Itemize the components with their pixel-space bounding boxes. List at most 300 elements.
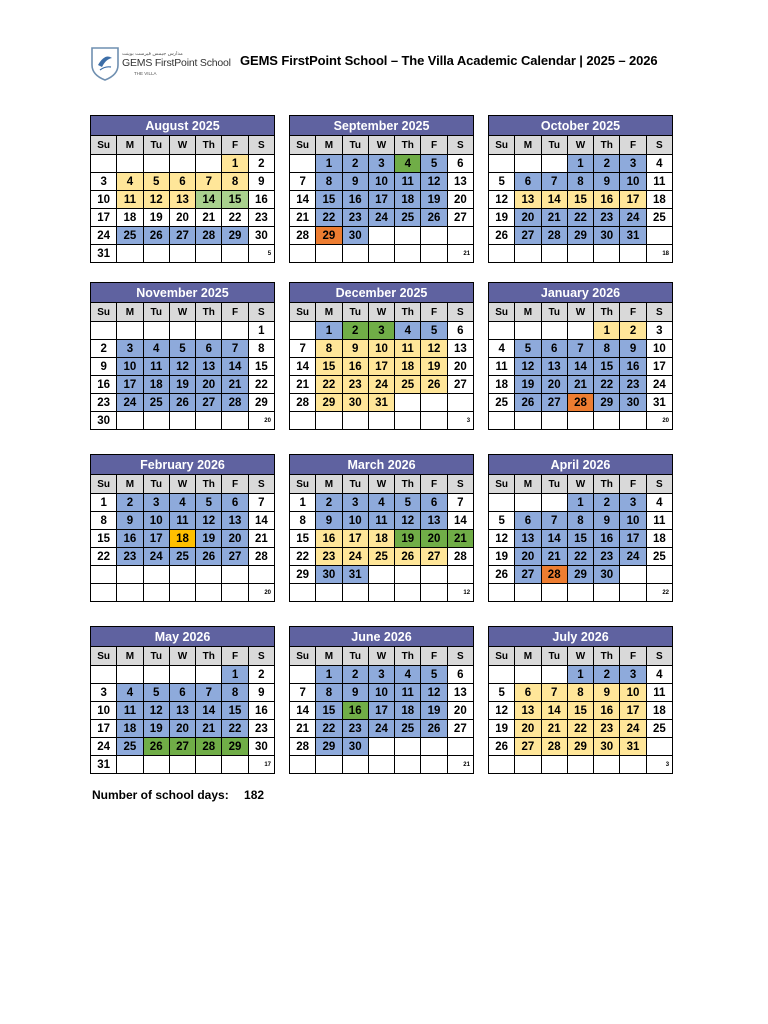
day-cell: 19 <box>143 720 169 738</box>
day-cell: 9 <box>342 173 368 191</box>
day-cell: 28 <box>567 394 593 412</box>
empty-cell <box>567 412 593 430</box>
empty-cell <box>169 322 195 340</box>
empty-cell <box>368 245 394 263</box>
day-cell: 7 <box>541 512 567 530</box>
day-cell: 5 <box>489 173 515 191</box>
school-day-count: 21 <box>447 756 473 774</box>
month-title: August 2025 <box>91 116 275 136</box>
empty-cell <box>196 756 222 774</box>
day-cell: 15 <box>222 702 248 720</box>
weekday-header: W <box>169 647 195 666</box>
day-cell: 9 <box>248 684 274 702</box>
day-cell: 1 <box>316 322 342 340</box>
day-cell: 2 <box>342 155 368 173</box>
day-cell: 20 <box>447 191 473 209</box>
day-cell: 6 <box>515 684 541 702</box>
day-cell: 24 <box>646 376 672 394</box>
month-calendar <box>90 626 274 774</box>
day-cell: 8 <box>567 512 593 530</box>
day-cell: 11 <box>395 173 421 191</box>
month-calendar <box>90 282 274 430</box>
day-cell: 28 <box>290 738 316 756</box>
month-table <box>90 282 275 430</box>
day-cell: 18 <box>143 376 169 394</box>
day-cell: 20 <box>447 358 473 376</box>
weekday-header: M <box>515 303 541 322</box>
day-cell: 13 <box>515 530 541 548</box>
day-cell: 17 <box>143 530 169 548</box>
day-cell: 29 <box>567 738 593 756</box>
day-cell: 10 <box>143 512 169 530</box>
month-table <box>488 454 673 602</box>
day-cell: 1 <box>316 155 342 173</box>
weekday-header: S <box>248 136 274 155</box>
day-cell: 6 <box>447 322 473 340</box>
day-cell: 10 <box>646 340 672 358</box>
day-cell: 21 <box>290 720 316 738</box>
day-cell: 25 <box>368 548 394 566</box>
weekday-header: Tu <box>342 475 368 494</box>
empty-cell <box>290 756 316 774</box>
day-cell: 17 <box>368 191 394 209</box>
day-cell: 18 <box>117 720 143 738</box>
month-title: January 2026 <box>489 283 673 303</box>
day-cell: 7 <box>196 173 222 191</box>
day-cell: 3 <box>620 494 646 512</box>
empty-cell <box>91 322 117 340</box>
day-cell: 15 <box>222 191 248 209</box>
day-cell: 18 <box>117 209 143 227</box>
day-cell: 9 <box>620 340 646 358</box>
month-title: December 2025 <box>290 283 474 303</box>
weekday-header: M <box>117 475 143 494</box>
empty-cell <box>143 412 169 430</box>
day-cell: 14 <box>290 358 316 376</box>
day-cell: 2 <box>594 494 620 512</box>
weekday-header: Su <box>91 475 117 494</box>
day-cell: 1 <box>567 666 593 684</box>
day-cell: 19 <box>143 209 169 227</box>
day-cell: 24 <box>342 548 368 566</box>
day-cell: 20 <box>222 530 248 548</box>
day-cell: 5 <box>143 173 169 191</box>
weekday-header: Th <box>395 475 421 494</box>
day-cell: 4 <box>395 155 421 173</box>
day-cell: 27 <box>447 209 473 227</box>
weekday-header: Th <box>395 136 421 155</box>
school-day-count: 20 <box>646 412 672 430</box>
day-cell: 8 <box>290 512 316 530</box>
day-cell: 26 <box>143 227 169 245</box>
day-cell: 13 <box>515 191 541 209</box>
day-cell: 12 <box>489 191 515 209</box>
day-cell: 11 <box>169 512 195 530</box>
day-cell: 16 <box>342 191 368 209</box>
day-cell: 13 <box>447 173 473 191</box>
day-cell: 7 <box>290 684 316 702</box>
month-calendar <box>90 115 274 263</box>
day-cell: 13 <box>541 358 567 376</box>
day-cell: 22 <box>567 720 593 738</box>
school-day-count: 18 <box>646 245 672 263</box>
weekday-header: S <box>646 303 672 322</box>
month-title: October 2025 <box>489 116 673 136</box>
weekday-header: Th <box>594 647 620 666</box>
day-cell: 10 <box>620 512 646 530</box>
day-cell: 6 <box>169 173 195 191</box>
empty-cell <box>169 245 195 263</box>
empty-cell <box>342 412 368 430</box>
day-cell: 26 <box>421 720 447 738</box>
month-table <box>289 626 474 774</box>
day-cell: 24 <box>143 548 169 566</box>
day-cell: 21 <box>447 530 473 548</box>
day-cell: 9 <box>594 512 620 530</box>
weekday-header: Su <box>91 647 117 666</box>
weekday-header: Tu <box>541 303 567 322</box>
day-cell: 26 <box>143 738 169 756</box>
day-cell: 6 <box>447 666 473 684</box>
day-cell: 18 <box>169 530 195 548</box>
empty-cell <box>91 584 117 602</box>
day-cell: 6 <box>515 512 541 530</box>
day-cell: 18 <box>646 530 672 548</box>
day-cell: 28 <box>447 548 473 566</box>
weekday-header: F <box>620 136 646 155</box>
day-cell: 21 <box>196 720 222 738</box>
day-cell: 1 <box>290 494 316 512</box>
day-cell: 3 <box>368 322 394 340</box>
empty-cell <box>117 155 143 173</box>
empty-cell <box>515 756 541 774</box>
day-cell: 25 <box>143 394 169 412</box>
day-cell: 4 <box>395 666 421 684</box>
day-cell: 30 <box>342 227 368 245</box>
weekday-header: S <box>447 475 473 494</box>
empty-cell <box>196 155 222 173</box>
day-cell: 30 <box>342 394 368 412</box>
day-cell: 11 <box>368 512 394 530</box>
day-cell: 26 <box>515 394 541 412</box>
day-cell: 17 <box>91 209 117 227</box>
day-cell: 12 <box>169 358 195 376</box>
day-cell: 4 <box>143 340 169 358</box>
page-title: GEMS FirstPoint School – The Villa Academic Calendar | 2025 – 2026 <box>240 53 658 68</box>
day-cell: 25 <box>646 720 672 738</box>
empty-cell <box>368 756 394 774</box>
empty-cell <box>421 566 447 584</box>
day-cell: 16 <box>316 530 342 548</box>
day-cell: 26 <box>489 227 515 245</box>
empty-cell <box>290 666 316 684</box>
day-cell: 14 <box>290 702 316 720</box>
day-cell: 25 <box>169 548 195 566</box>
empty-cell <box>515 245 541 263</box>
day-cell: 23 <box>248 720 274 738</box>
weekday-header: S <box>248 647 274 666</box>
day-cell: 11 <box>489 358 515 376</box>
day-cell: 25 <box>117 738 143 756</box>
day-cell: 21 <box>222 376 248 394</box>
empty-cell <box>290 412 316 430</box>
weekday-header: S <box>248 475 274 494</box>
day-cell: 16 <box>594 191 620 209</box>
day-cell: 8 <box>91 512 117 530</box>
school-day-count: 17 <box>248 756 274 774</box>
empty-cell <box>620 412 646 430</box>
day-cell: 2 <box>342 666 368 684</box>
empty-cell <box>541 756 567 774</box>
empty-cell <box>169 566 195 584</box>
empty-cell <box>143 155 169 173</box>
day-cell: 13 <box>447 684 473 702</box>
month-calendar <box>488 282 672 430</box>
empty-cell <box>248 566 274 584</box>
day-cell: 27 <box>447 720 473 738</box>
day-cell: 22 <box>594 376 620 394</box>
day-cell: 14 <box>290 191 316 209</box>
day-cell: 1 <box>248 322 274 340</box>
day-cell: 8 <box>594 340 620 358</box>
weekday-header: Su <box>489 647 515 666</box>
empty-cell <box>489 494 515 512</box>
empty-cell <box>290 245 316 263</box>
day-cell: 22 <box>316 209 342 227</box>
day-cell: 5 <box>489 512 515 530</box>
logo-school-name: GEMS FirstPoint School <box>122 57 231 69</box>
empty-cell <box>91 666 117 684</box>
day-cell: 3 <box>620 666 646 684</box>
day-cell: 20 <box>421 530 447 548</box>
empty-cell <box>395 412 421 430</box>
day-cell: 9 <box>342 684 368 702</box>
day-cell: 17 <box>620 191 646 209</box>
day-cell: 14 <box>196 191 222 209</box>
day-cell: 6 <box>169 684 195 702</box>
day-cell: 9 <box>248 173 274 191</box>
empty-cell <box>541 412 567 430</box>
day-cell: 22 <box>91 548 117 566</box>
day-cell: 14 <box>196 702 222 720</box>
day-cell: 27 <box>169 227 195 245</box>
weekday-header: W <box>169 136 195 155</box>
day-cell: 12 <box>489 702 515 720</box>
empty-cell <box>447 566 473 584</box>
day-cell: 15 <box>567 702 593 720</box>
weekday-header: W <box>368 647 394 666</box>
day-cell: 24 <box>117 394 143 412</box>
weekday-header: Tu <box>143 647 169 666</box>
weekday-header: W <box>567 136 593 155</box>
empty-cell <box>515 412 541 430</box>
day-cell: 2 <box>248 666 274 684</box>
weekday-header: M <box>117 647 143 666</box>
weekday-header: Th <box>395 647 421 666</box>
day-cell: 15 <box>316 702 342 720</box>
day-cell: 29 <box>316 738 342 756</box>
day-cell: 27 <box>515 227 541 245</box>
day-cell: 17 <box>646 358 672 376</box>
weekday-header: Tu <box>541 647 567 666</box>
day-cell: 13 <box>447 340 473 358</box>
day-cell: 23 <box>594 548 620 566</box>
day-cell: 18 <box>368 530 394 548</box>
empty-cell <box>117 412 143 430</box>
weekday-header: M <box>316 303 342 322</box>
empty-cell <box>421 245 447 263</box>
day-cell: 18 <box>395 191 421 209</box>
month-title: February 2026 <box>91 455 275 475</box>
month-table <box>90 115 275 263</box>
weekday-header: Su <box>290 647 316 666</box>
weekday-header: M <box>515 475 541 494</box>
day-cell: 7 <box>222 340 248 358</box>
day-cell: 7 <box>196 684 222 702</box>
month-title: May 2026 <box>91 627 275 647</box>
day-cell: 18 <box>646 191 672 209</box>
day-cell: 29 <box>248 394 274 412</box>
empty-cell <box>594 412 620 430</box>
weekday-header: M <box>117 136 143 155</box>
day-cell: 28 <box>196 227 222 245</box>
day-cell: 4 <box>169 494 195 512</box>
day-cell: 18 <box>395 358 421 376</box>
weekday-header: Th <box>395 303 421 322</box>
day-cell: 19 <box>169 376 195 394</box>
weekday-header: F <box>421 136 447 155</box>
logo-arabic-text: مدارس جيمس فيرست بوينت <box>122 51 183 57</box>
month-title: July 2026 <box>489 627 673 647</box>
day-cell: 27 <box>541 394 567 412</box>
empty-cell <box>489 155 515 173</box>
day-cell: 3 <box>646 322 672 340</box>
day-cell: 8 <box>248 340 274 358</box>
day-cell: 4 <box>117 684 143 702</box>
empty-cell <box>515 494 541 512</box>
day-cell: 5 <box>143 684 169 702</box>
day-cell: 8 <box>316 340 342 358</box>
empty-cell <box>368 227 394 245</box>
weekday-header: Tu <box>143 303 169 322</box>
day-cell: 20 <box>515 720 541 738</box>
day-cell: 25 <box>395 376 421 394</box>
day-cell: 28 <box>196 738 222 756</box>
weekday-header: Su <box>489 303 515 322</box>
empty-cell <box>222 245 248 263</box>
day-cell: 8 <box>222 684 248 702</box>
empty-cell <box>169 155 195 173</box>
weekday-header: Th <box>196 475 222 494</box>
day-cell: 1 <box>594 322 620 340</box>
empty-cell <box>316 412 342 430</box>
day-cell: 12 <box>421 684 447 702</box>
day-cell: 29 <box>316 394 342 412</box>
shield-logo-icon <box>90 45 120 81</box>
day-cell: 1 <box>567 494 593 512</box>
day-cell: 10 <box>368 173 394 191</box>
day-cell: 8 <box>567 173 593 191</box>
weekday-header: W <box>169 475 195 494</box>
weekday-header: F <box>222 303 248 322</box>
empty-cell <box>567 245 593 263</box>
empty-cell <box>290 322 316 340</box>
day-cell: 25 <box>117 227 143 245</box>
day-cell: 25 <box>395 209 421 227</box>
day-cell: 30 <box>594 566 620 584</box>
day-cell: 26 <box>489 738 515 756</box>
day-cell: 26 <box>421 209 447 227</box>
day-cell: 19 <box>515 376 541 394</box>
day-cell: 19 <box>421 191 447 209</box>
day-cell: 13 <box>515 702 541 720</box>
day-cell: 6 <box>541 340 567 358</box>
month-calendar <box>488 115 672 263</box>
day-cell: 18 <box>489 376 515 394</box>
empty-cell <box>169 584 195 602</box>
day-cell: 21 <box>196 209 222 227</box>
day-cell: 16 <box>342 702 368 720</box>
empty-cell <box>395 756 421 774</box>
empty-cell <box>489 756 515 774</box>
day-cell: 27 <box>515 566 541 584</box>
day-cell: 12 <box>143 191 169 209</box>
page-header <box>88 44 678 84</box>
day-cell: 14 <box>222 358 248 376</box>
empty-cell <box>196 245 222 263</box>
month-title: April 2026 <box>489 455 673 475</box>
empty-cell <box>541 584 567 602</box>
weekday-header: S <box>447 136 473 155</box>
day-cell: 30 <box>342 738 368 756</box>
school-day-count: 20 <box>248 584 274 602</box>
day-cell: 1 <box>567 155 593 173</box>
empty-cell <box>342 584 368 602</box>
day-cell: 31 <box>91 756 117 774</box>
day-cell: 20 <box>515 548 541 566</box>
day-cell: 6 <box>447 155 473 173</box>
day-cell: 3 <box>91 684 117 702</box>
empty-cell <box>620 584 646 602</box>
day-cell: 20 <box>515 209 541 227</box>
weekday-header: Tu <box>541 475 567 494</box>
day-cell: 15 <box>91 530 117 548</box>
empty-cell <box>169 412 195 430</box>
school-day-count: 3 <box>447 412 473 430</box>
empty-cell <box>646 227 672 245</box>
day-cell: 18 <box>395 702 421 720</box>
day-cell: 30 <box>620 394 646 412</box>
day-cell: 27 <box>515 738 541 756</box>
day-cell: 17 <box>368 358 394 376</box>
day-cell: 14 <box>567 358 593 376</box>
empty-cell <box>169 666 195 684</box>
empty-cell <box>620 566 646 584</box>
empty-cell <box>117 566 143 584</box>
day-cell: 16 <box>248 702 274 720</box>
empty-cell <box>594 245 620 263</box>
month-table <box>90 454 275 602</box>
empty-cell <box>117 666 143 684</box>
weekday-header: M <box>316 647 342 666</box>
day-cell: 15 <box>567 191 593 209</box>
day-cell: 12 <box>196 512 222 530</box>
day-cell: 15 <box>316 191 342 209</box>
empty-cell <box>91 155 117 173</box>
day-cell: 31 <box>368 394 394 412</box>
empty-cell <box>368 738 394 756</box>
day-cell: 26 <box>421 376 447 394</box>
